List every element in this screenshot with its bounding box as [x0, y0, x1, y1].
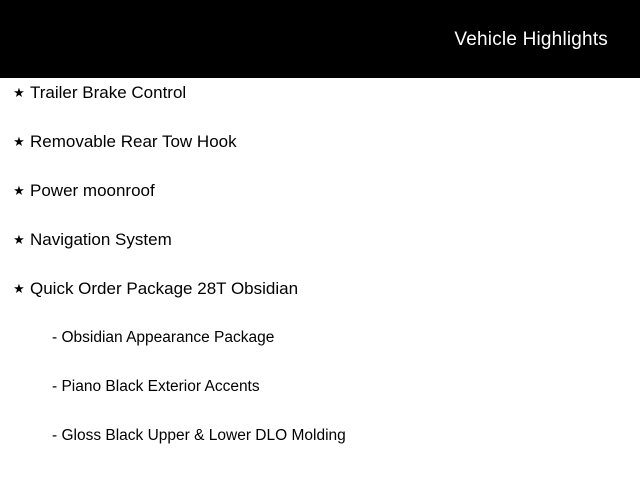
list-item-label: Navigation System — [30, 230, 172, 249]
star-icon: ★ — [13, 281, 25, 296]
list-item — [0, 274, 640, 323]
star-icon: ★ — [13, 85, 25, 100]
list-item-label: - Gloss Black Upper & Lower DLO Molding — [52, 427, 346, 444]
list-item-label: Power moonroof — [30, 181, 155, 200]
star-icon: ★ — [13, 232, 25, 247]
list-item — [0, 421, 640, 470]
list-item — [0, 78, 640, 127]
list-item-label: - Piano Black Exterior Accents — [52, 378, 260, 395]
header-bar — [0, 0, 640, 78]
list-item-label: Trailer Brake Control — [30, 83, 187, 102]
star-icon: ★ — [13, 134, 25, 149]
list-item — [0, 323, 640, 372]
list-item — [0, 372, 640, 421]
list-item — [0, 176, 640, 225]
list-item — [0, 127, 640, 176]
list-item-label: - Obsidian Appearance Package — [52, 329, 275, 346]
list-item — [0, 225, 640, 274]
star-icon: ★ — [13, 183, 25, 198]
list-item-label: Quick Order Package 28T Obsidian — [30, 279, 299, 298]
highlights-list — [0, 78, 640, 470]
list-item-label: Removable Rear Tow Hook — [30, 132, 237, 151]
page-title: Vehicle Highlights — [454, 29, 608, 50]
